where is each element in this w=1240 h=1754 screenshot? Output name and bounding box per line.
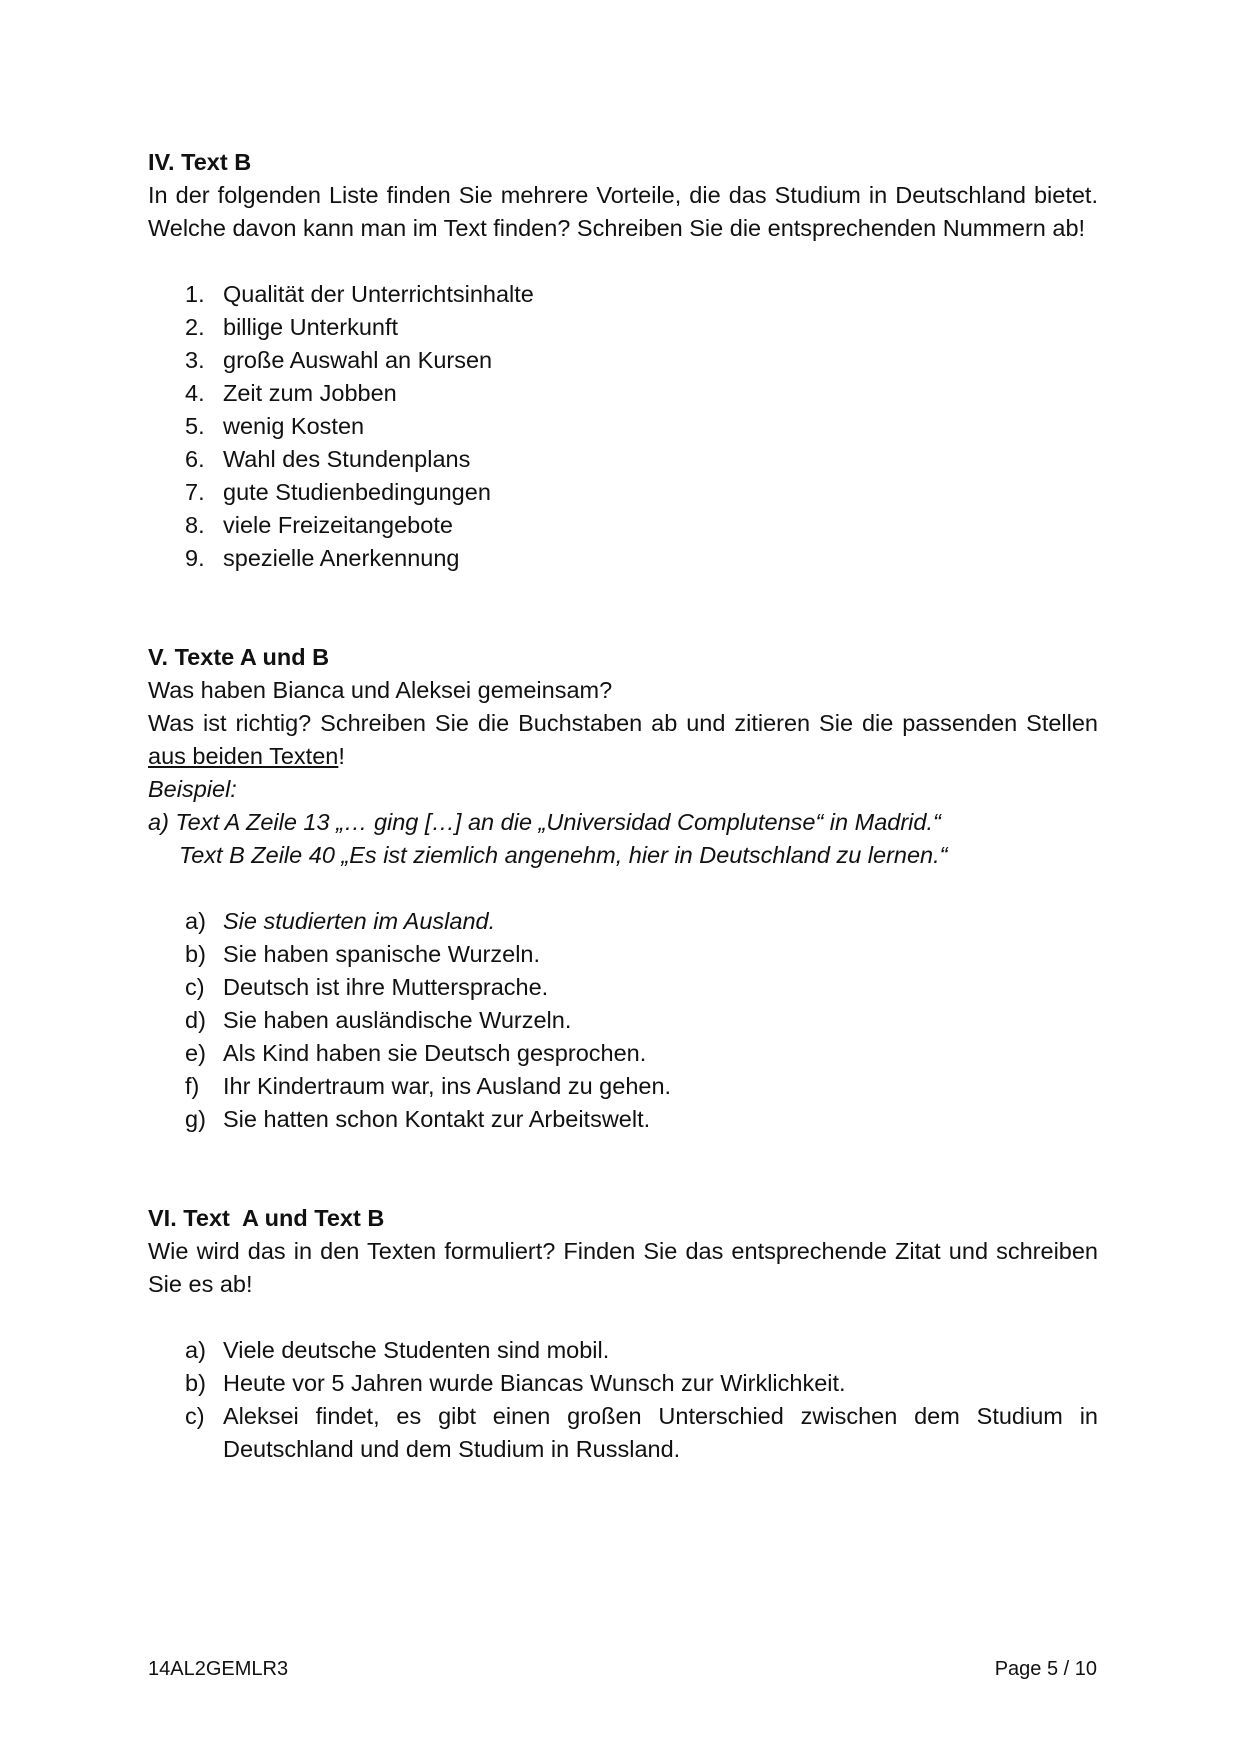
underlined-phrase: aus beiden Texten [148, 743, 339, 769]
section-iv-title: IV. Text B [148, 149, 252, 175]
list-item: 6. Wahl des Stundenplans [185, 446, 471, 472]
exam-page [148, 146, 1098, 1466]
section-vi [148, 1202, 1098, 1466]
list-item: 5. wenig Kosten [185, 413, 365, 439]
list-item: e) Als Kind haben sie Deutsch gesprochen. [185, 1040, 647, 1066]
section-vi-instruction: Wie wird das in den Texten formuliert? Finden Sie das entsprechende Zitat und schreiben Sie es ab! [148, 1238, 1098, 1297]
list-item: 3. große Auswahl an Kursen [185, 347, 493, 373]
list-item: 8. viele Freizeitangebote [185, 512, 453, 538]
list-item: c) Deutsch ist ihre Muttersprache. [185, 974, 549, 1000]
list-item: b) Sie haben spanische Wurzeln. [185, 941, 541, 967]
section-iv-list [148, 278, 1098, 575]
example-label: Beispiel: [148, 776, 237, 802]
example-line-2: Text B Zeile 40 „Es ist ziemlich angenehm, hier in Deutschland zu lernen.“ [179, 842, 948, 868]
section-v-instruction: Was ist richtig? Schreiben Sie die Buchstaben ab und zitieren Sie die passenden Stellen aus beiden Texten! [148, 710, 1098, 769]
list-item: 1. Qualität der Unterrichtsinhalte [185, 281, 534, 307]
page-number: Page 5 / 10 [994, 1658, 1097, 1680]
list-item: c) Aleksei findet, es gibt einen großen Unterschied zwischen dem Studium in Deutschland und dem Studium in Russland. [185, 1403, 1098, 1462]
list-item: b) Heute vor 5 Jahren wurde Biancas Wunsch zur Wirklichkeit. [185, 1370, 846, 1396]
list-item: g) Sie hatten schon Kontakt zur Arbeitswelt. [185, 1106, 651, 1132]
section-v-title: V. Texte A und B [148, 644, 330, 670]
section-vi-title: VI. Text A und Text B [148, 1205, 385, 1231]
document-code: 14AL2GEMLR3 [148, 1658, 289, 1680]
section-iv-instruction: In der folgenden Liste finden Sie mehrere Vorteile, die das Studium in Deutschland bietet. Welche davon kann man im Text finden? Schreiben Sie die entsprechenden Nummern ab! [148, 182, 1098, 241]
list-item: a) Sie studierten im Ausland. [185, 908, 496, 934]
section-v-list [148, 905, 1098, 1136]
list-item: 2. billige Unterkunft [185, 314, 399, 340]
list-item: 7. gute Studienbedingungen [185, 479, 491, 505]
list-item: a) Viele deutsche Studenten sind mobil. [185, 1337, 610, 1363]
list-item: 9. spezielle Anerkennung [185, 545, 460, 571]
section-v [148, 641, 1098, 1136]
section-v-question: Was haben Bianca und Aleksei gemeinsam? [148, 677, 613, 703]
section-iv [148, 146, 1098, 575]
list-item: d) Sie haben ausländische Wurzeln. [185, 1007, 572, 1033]
section-vi-list [148, 1334, 1098, 1466]
list-item: f) Ihr Kindertraum war, ins Ausland zu gehen. [185, 1073, 672, 1099]
list-item: 4. Zeit zum Jobben [185, 380, 397, 406]
example-line-1: a) Text A Zeile 13 „… ging […] an die „Universidad Complutense“ in Madrid.“ [148, 809, 941, 835]
